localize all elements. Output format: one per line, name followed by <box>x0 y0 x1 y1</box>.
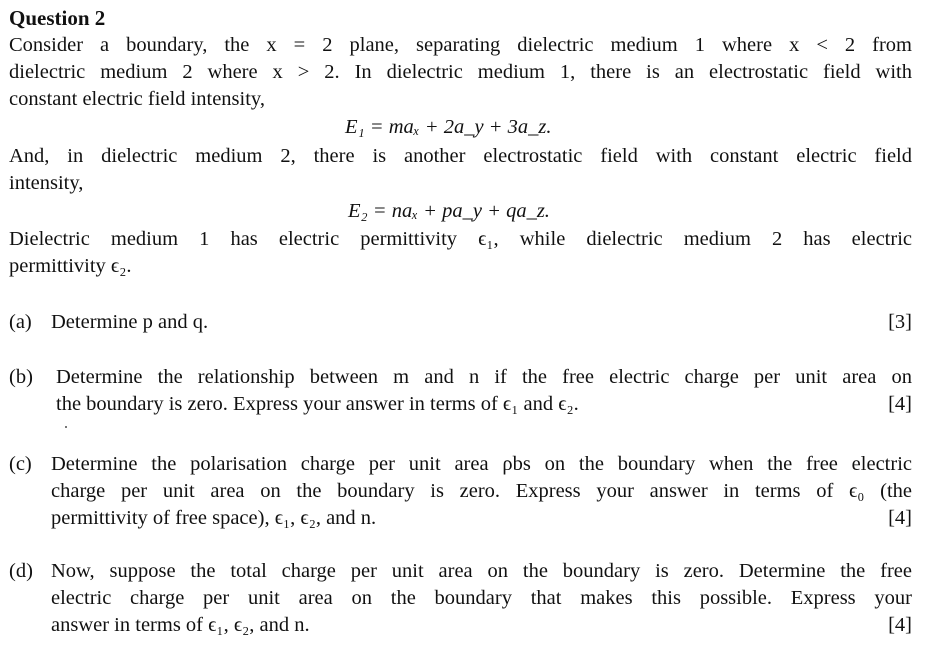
part-a-marks: [3] <box>888 311 912 333</box>
part-c-line-1: Determine the polarisation charge per unit area ρbs on the boundary when the free electric <box>51 453 912 475</box>
part-b-line-2: the boundary is zero. Express your answer in terms of ϵ₁ and ϵ₂. <box>56 393 579 415</box>
part-c-label: (c) <box>9 453 32 475</box>
part-b-marks: [4] <box>888 393 912 415</box>
part-d-marks: [4] <box>888 614 912 636</box>
intro-line-2: dielectric medium 2 where x > 2. In dielectric medium 1, there is an electrostatic field with <box>9 61 912 83</box>
part-c-marks: [4] <box>888 507 912 529</box>
part-c <box>9 451 912 532</box>
equation-e2: E₂ = naₓ + pa_y + qa_z. <box>348 200 550 222</box>
mid-line-1: And, in dielectric medium 2, there is another electrostatic field with constant electric field <box>9 145 912 167</box>
part-a-line-1: Determine p and q. <box>51 311 209 333</box>
part-b <box>9 364 912 418</box>
equation-e1: E₁ = maₓ + 2a_y + 3a_z. <box>345 116 552 138</box>
stray-mark <box>65 426 67 428</box>
part-d <box>9 558 912 639</box>
intro-line-3: constant electric field intensity, <box>9 88 265 110</box>
part-d-line-3: answer in terms of ϵ₁, ϵ₂, and n. <box>51 614 310 636</box>
part-d-line-1: Now, suppose the total charge per unit area on the boundary is zero. Determine the free <box>51 560 912 582</box>
permittivity-line-2: permittivity ϵ₂. <box>9 255 132 277</box>
part-c-line-3: permittivity of free space), ϵ₁, ϵ₂, and n. <box>51 507 377 529</box>
part-d-line-2: electric charge per unit area on the boundary that makes this possible. Express your <box>51 587 912 609</box>
mid-line-2: intensity, <box>9 172 84 194</box>
part-b-label: (b) <box>9 366 33 388</box>
permittivity-line-1: Dielectric medium 1 has electric permittivity ϵ₁, while dielectric medium 2 has electric <box>9 228 912 250</box>
part-c-line-2: charge per unit area on the boundary is zero. Express your answer in terms of ϵ₀ (the <box>51 480 912 502</box>
part-d-label: (d) <box>9 560 33 582</box>
question-title: Question 2 <box>9 6 106 30</box>
part-a <box>9 309 912 336</box>
intro-line-1: Consider a boundary, the x = 2 plane, separating dielectric medium 1 where x < 2 from <box>9 34 912 56</box>
part-b-line-1: Determine the relationship between m and n if the free electric charge per unit area on <box>56 366 912 388</box>
part-a-label: (a) <box>9 311 32 333</box>
